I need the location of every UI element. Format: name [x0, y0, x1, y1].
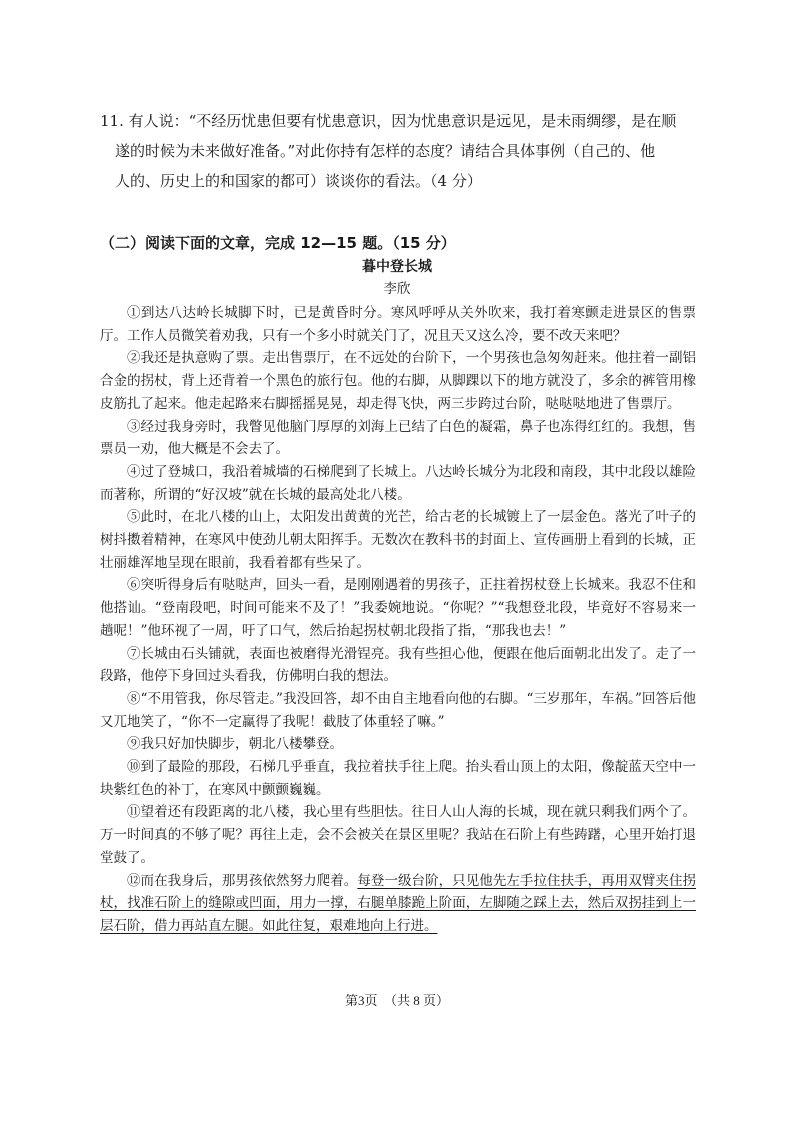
- question-11: [100, 106, 715, 196]
- paragraph-8: ⑧“不用管我，你尽管走。”我没回答，却不由自主地看向他的右脚。“三岁那年，车祸。”回答后他又兀地笑了，“你不一定赢得了我呢！截肢了体重轻了嘛。”: [100, 690, 696, 730]
- paragraph-11: ⑪望着还有段距离的北八楼，我心里有些胆怯。往日人山人海的长城，现在就只剩我们两个了。万一时间真的不够了呢？再往上走，会不会被关在景区里呢？我站在石阶上有些踌躇，心里开始打退堂鼓了。: [100, 804, 696, 866]
- question-11-line-3: 人的、历史上的和国家的都可）谈谈你的看法。（4 分）: [115, 172, 482, 190]
- article-body: [100, 302, 696, 938]
- paragraph-7: ⑦长城由石头铺就，表面也被磨得光滑锃亮。我有些担心他，便跟在他后面朝北出发了。走了一段路，他停下身回过头看我，仿佛明白我的想法。: [100, 645, 696, 685]
- paragraph-6: ⑥突听得身后有哒哒声，回头一看，是刚刚遇着的男孩子，正拄着拐杖登上长城来。我忍不住和他搭讪。“登南段吧，时间可能来不及了！”我委婉地说。“你呢？”“我想登北段，毕竟好不容易来一趟呢！”他环视了一周，吁了口气，然后抬起拐杖朝北段指了指，“那我也去！”: [100, 577, 696, 639]
- article-author: 李欣: [383, 281, 411, 297]
- question-11-line-1: 11. 有人说：“不经历忧患但要有忧患意识，因为忧患意识是远见，是未雨绸缪，是在顺: [100, 112, 677, 130]
- paragraph-2: ②我还是执意购了票。走出售票厅，在不远处的台阶下，一个男孩也急匆匆赶来。他拄着一副铝合金的拐杖，背上还背着一个黑色的旅行包。他的右脚，从脚踝以下的地方就没了，多余的裤管用橡皮筋扎了起来。他走起路来右脚摇摇晃晃，却走得飞快，两三步跨过台阶，哒哒哒地进了售票厅。: [100, 350, 696, 412]
- section-heading: （二）阅读下面的文章，完成 12—15 题。（15 分）: [100, 234, 456, 252]
- paragraph-10: ⑩到了最险的那段，石梯几乎垂直，我拉着扶手往上爬。抬头看山顶上的太阳，像靛蓝天空中一块紫红色的补丁，在寒风中颤颤巍巍。: [100, 759, 696, 798]
- paragraph-4: ④过了登城口，我沿着城墙的石梯爬到了长城上。八达岭长城分为北段和南段，其中北段以雄险而著称，所谓的“好汉坡”就在长城的最高处北八楼。: [100, 463, 696, 503]
- question-11-line-2: 遂的时候为未来做好准备。”对此你持有怎样的态度？请结合具体事例（自己的、他: [115, 142, 656, 160]
- paragraph-12-lead: ⑫而在我身后，那男孩依然努力爬着。: [127, 872, 358, 889]
- article-title: 暮中登长城: [362, 259, 432, 275]
- paragraph-3: ③经过我身旁时，我瞥见他脑门厚厚的刘海上已结了白色的凝霜，鼻子也冻得红红的。我想，售票员一劝，他大概是不会去了。: [100, 418, 696, 458]
- paragraph-1: ①到达八达岭长城脚下时，已是黄昏时分。寒风呼呼从关外吹来，我打着寒颤走进景区的售票厅。工作人员微笑着劝我，只有一个多小时就关门了，况且天又这么冷，要不改天来吧？: [100, 305, 696, 344]
- paragraph-9: ⑨我只好加快脚步，朝北八楼攀登。: [127, 736, 343, 753]
- paragraph-12-underlined: 每登一级台阶，只见他先左手拉住扶手，再用双臂夹住拐杖，找准石阶上的缝隙或凹面，用力一撑，右腿单膝跪上阶面，左脚随之踩上去，然后双拐挂到上一层石阶，借力再站直左腿。如此往复，艰难地向上行进。: [100, 872, 697, 934]
- page-footer: 第3页 （共 8 页）: [344, 993, 449, 1008]
- paragraph-12: [100, 870, 696, 938]
- paragraph-5: ⑤此时，在北八楼的山上，太阳发出黄黄的光芒，给古老的长城镀上了一层金色。落光了叶子的树抖擞着精神，在寒风中使劲儿朝太阳挥手。无数次在教科书的封面上、宣传画册上看到的长城，正壮丽雄浑地呈现在眼前，我看着都有些呆了。: [100, 509, 696, 571]
